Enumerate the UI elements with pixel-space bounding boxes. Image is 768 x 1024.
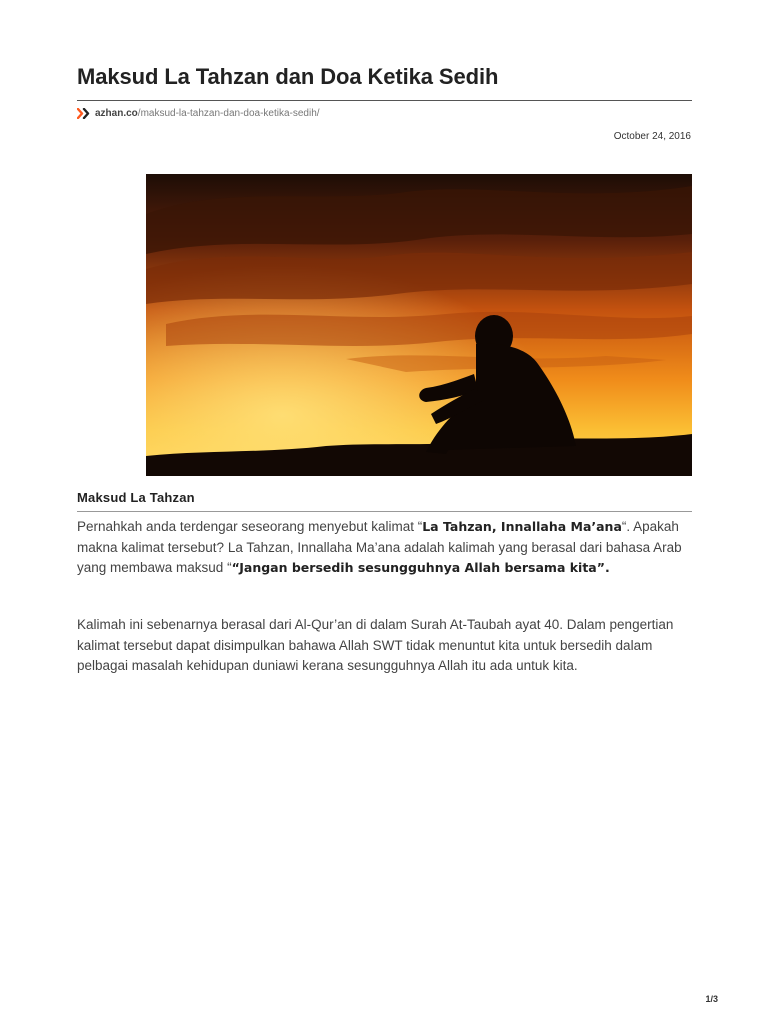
page-number: 1/3 [705,994,718,1004]
double-chevron-right-icon [77,108,92,119]
paragraph-1-intro: Pernahkah anda terdengar seseorang menyebut kalimat “ [77,519,423,534]
source-domain[interactable]: azhan.co [95,108,138,119]
bold-phrase-la-tahzan: La Tahzan, Innallaha Ma’ana [422,519,622,534]
title-divider [77,100,692,101]
paragraph-1-middle: “. Apakah makna kalimat tersebut? La Tahzan, Innallaha Ma’ana adalah kalimah yang berasal dari bahasa Arab yang membawa maksud “ [77,519,682,575]
paragraph-2: Kalimah ini sebenarnya berasal dari Al-Qur’an di dalam Surah At-Taubah ayat 40. Dalam pengertian kalimat tersebut dapat disimpulkan bahawa Allah SWT tidak menuntut kita untuk bersedih dalam pelbagai masalah kehidupan duniawi kerana sesungguhnya Allah itu ada untuk kita. [77,617,674,673]
paragraph-1 [77,517,697,579]
section-divider [77,511,692,512]
source-path[interactable]: /maksud-la-tahzan-dan-doa-ketika-sedih/ [137,108,320,119]
source-link[interactable] [77,108,320,119]
section-heading: Maksud La Tahzan [77,490,195,505]
bold-phrase-meaning: “Jangan bersedih sesungguhnya Allah bersama kita”. [231,560,610,575]
hero-image [146,174,692,476]
publish-date: October 24, 2016 [613,131,691,142]
page-title: Maksud La Tahzan dan Doa Ketika Sedih [77,64,499,89]
